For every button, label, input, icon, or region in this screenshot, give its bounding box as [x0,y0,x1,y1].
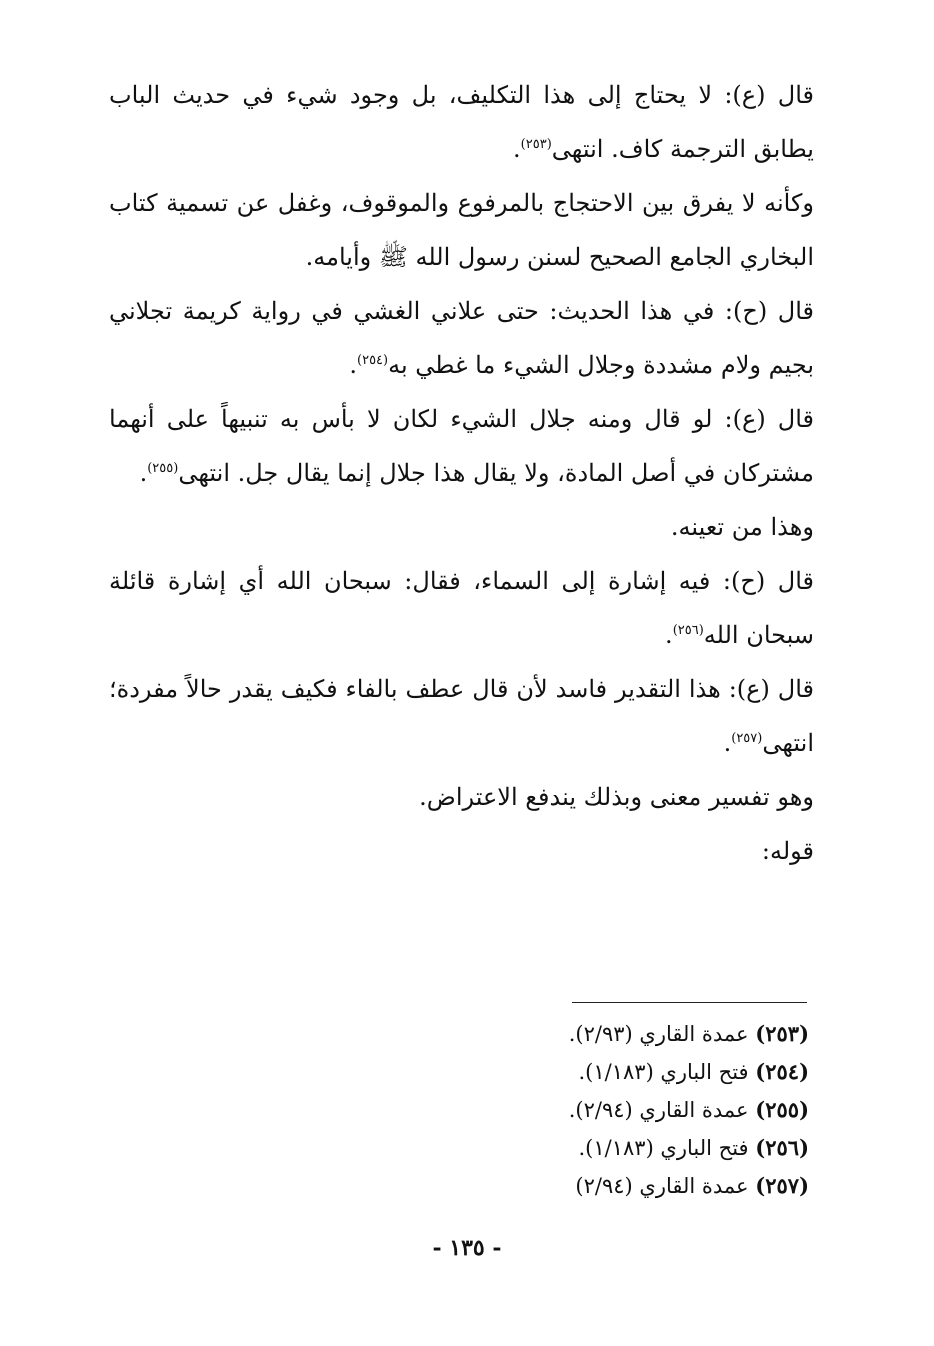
footnote-number: (٢٥٣) [755,1021,809,1046]
footnotes [509,1015,809,1205]
paragraph-6: قال (ح): فيه إشارة إلى السماء، فقال: سبحان الله أي إشارة قائلة سبحان الله$^{(٢٥٦)}$. [109,567,814,649]
footnote-divider [572,1002,807,1003]
main-text [109,68,814,878]
footnote-ref-257: (٢٥٧) [731,731,763,746]
footnote-ref-254: (٢٥٤) [357,353,389,368]
paragraph-9: قوله: [761,837,814,865]
footnote-item [509,1167,809,1205]
footnote-text: فتح الباري (١/١٨٣). [578,1060,749,1084]
footnote-item [509,1091,809,1129]
footnote-item [509,1015,809,1053]
paragraph-3: قال (ح): في هذا الحديث: حتى علاني الغشي في رواية كريمة تجلاني بجيم ولام مشددة وجلال الشيء ما غطي به$^{(٢٥٤)}$. [109,297,814,379]
footnote-number: (٢٥٥) [755,1097,809,1122]
footnote-text: عمدة القاري (٢/٩٣). [568,1022,749,1046]
paragraph-1: قال (ع): لا يحتاج إلى هذا التكليف، بل وجود شيء في حديث الباب يطابق الترجمة كاف. انتهى$^{(٢٥٣)}$. [109,81,814,163]
paragraph-2: وكأنه لا يفرق بين الاحتجاج بالمرفوع والموقوف، وغفل عن تسمية كتاب البخاري الجامع الصحيح لسنن رسول الله ﷺ وأيامه. [109,189,814,271]
footnote-item [509,1129,809,1167]
footnote-number: (٢٥٧) [755,1173,809,1198]
footnote-number: (٢٥٤) [755,1059,809,1084]
footnote-text: فتح الباري (١/١٨٣). [578,1136,749,1160]
page-number: - ١٣٥ - [432,1235,502,1261]
paragraph-5: وهذا من تعينه. [670,513,814,541]
footnote-number: (٢٥٦) [755,1135,809,1160]
paragraph-8: وهو تفسير معنى وبذلك يندفع الاعتراض. [419,783,814,811]
footnote-text: عمدة القاري (٢/٩٤). [568,1098,749,1122]
paragraph-7: قال (ع): هذا التقدير فاسد لأن قال عطف بالفاء فكيف يقدر حالاً مفردة؛ انتهى$^{(٢٥٧)}$. [109,675,814,757]
footnote-item [509,1053,809,1091]
paragraph-4: قال (ع): لو قال ومنه جلال الشيء لكان لا بأس به تنبيهاً على أنهما مشتركان في أصل المادة، ولا يقال هذا جلال إنما يقال جل. انتهى$^{(٢٥٥)}$. [109,405,814,487]
footnote-ref-253: (٢٥٣) [520,137,552,152]
footnote-ref-255: (٢٥٥) [147,461,179,476]
footnote-ref-256: (٢٥٦) [672,623,704,638]
footnote-text: عمدة القاري (٢/٩٤) [575,1174,749,1198]
